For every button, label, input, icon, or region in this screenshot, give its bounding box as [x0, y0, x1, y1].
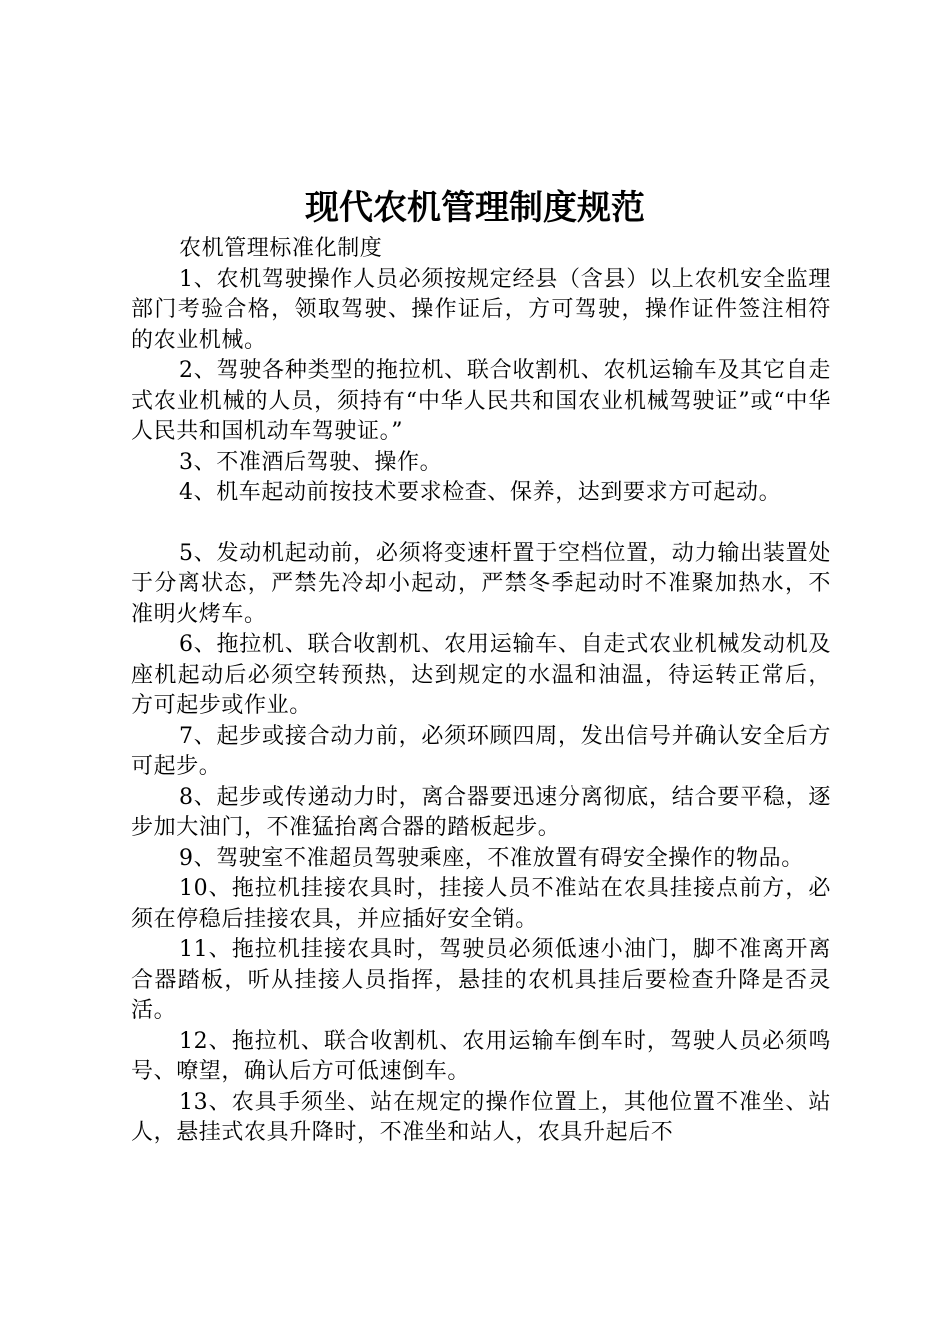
document-subtitle: 农机管理标准化制度 — [179, 236, 383, 261]
rule-paragraph-7: 7、起步或接合动力前，必须环顾四周，发出信号并确认安全后方可起步。 — [131, 723, 831, 779]
rule-paragraph-8: 8、起步或传递动力时，离合器要迅速分离彻底，结合要平稳，逐步加大油门，不准猛抬离合器的踏板起步。 — [131, 784, 831, 840]
document-body — [131, 234, 831, 1149]
rule-paragraph-9: 9、驾驶室不准超员驾驶乘座，不准放置有碍安全操作的物品。 — [179, 845, 804, 871]
rule-paragraph-10: 10、拖拉机挂接农具时，挂接人员不准站在农具挂接点前方，必须在停稳后挂接农具，并应插好安全销。 — [131, 876, 831, 932]
rule-paragraph-11: 11、拖拉机挂接农具时，驾驶员必须低速小油门，脚不准离开离合器踏板，听从挂接人员指挥，悬挂的农机具挂后要检查升降是否灵活。 — [131, 937, 831, 1023]
document-title: 现代农机管理制度规范 — [305, 188, 645, 228]
rule-paragraph-5: 5、发动机起动前，必须将变速杆置于空档位置，动力输出装置处于分离状态，严禁先冷却小起动，严禁冬季起动时不准聚加热水，不准明火烤车。 — [131, 540, 831, 627]
rule-paragraph-2: 2、驾驶各种类型的拖拉机、联合收割机、农机运输车及其它自走式农业机械的人员，须持有“中华人民共和国农业机械驾驶证”或“中华人民共和国机动车驾驶证。” — [131, 358, 831, 444]
rule-paragraph-13: 13、农具手须坐、站在规定的操作位置上，其他位置不准坐、站人，悬挂式农具升降时，不准坐和站人，农具升起后不 — [131, 1089, 831, 1145]
rule-paragraph-6: 6、拖拉机、联合收割机、农用运输车、自走式农业机械发动机及座机起动后必须空转预热，达到规定的水温和油温，待运转正常后，方可起步或作业。 — [131, 632, 831, 718]
rule-paragraph-3: 3、不准酒后驾驶、操作。 — [179, 449, 443, 475]
rule-paragraph-1: 1、农机驾驶操作人员必须按规定经县（含县）以上农机安全监理部门考验合格，领取驾驶、操作证后，方可驾驶，操作证件签注相符的农业机械。 — [131, 266, 831, 353]
rule-paragraph-12: 12、拖拉机、联合收割机、农用运输车倒车时，驾驶人员必须鸣号、嘹望，确认后方可低速倒车。 — [131, 1028, 831, 1084]
rule-paragraph-4: 4、机车起动前按技术要求检查、保养，达到要求方可起动。 — [179, 480, 782, 505]
